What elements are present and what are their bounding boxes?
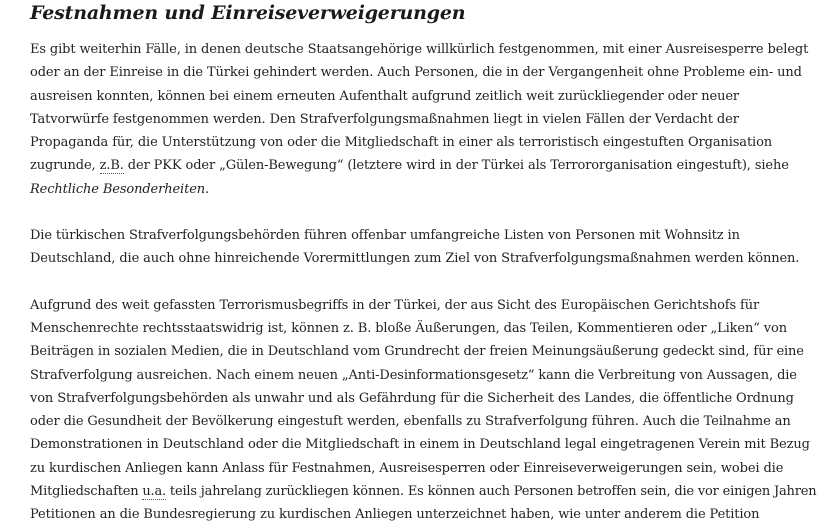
- paragraph-arrests: [30, 38, 818, 201]
- text-line: Petitionen an die Bundesregierung zu kurdischen Anliegen unterzeichnet haben, wie unter anderem die Petition: [30, 507, 760, 523]
- text-segment: teils jahrelang zurückliegen können. Es können auch Personen betroffen sein, die vor einigen Jahren: [165, 484, 817, 500]
- link-legal-specifics[interactable]: [30, 182, 205, 197]
- text-line: Menschenrechte rechtsstaatswidrig ist, können z. B. bloße Äußerungen, das Teilen, Kommentieren oder „Liken“ von: [30, 320, 787, 336]
- text-segment: zugrunde,: [30, 158, 100, 174]
- text-line: ausreisen konnten, können bei einem erneuten Aufenthalt aufgrund zeitlich weit zurückliegender oder neuer: [30, 88, 740, 104]
- text-line: [30, 178, 818, 201]
- section-heading: Festnahmen und Einreiseverweigerungen: [30, 2, 466, 24]
- abbreviation-zb[interactable]: z.B.: [99, 158, 124, 174]
- text-line: Demonstrationen in Deutschland oder die Mitgliedschaft in einem in Deutschland legal eingetragenen Verein mit Bezug: [30, 437, 810, 453]
- link-label: Rechtliche Besonderheiten: [30, 181, 206, 197]
- text-line: Deutschland, die auch ohne hinreichende Vorermittlungen zum Ziel von Strafverfolgungsmaßnahmen werden können.: [30, 251, 800, 267]
- text-line: oder die Gesundheit der Bevölkerung eingestuft werden, ebenfalls zu Strafverfolgung führen. Auch die Teilnahme an: [30, 414, 791, 430]
- text-line: zu kurdischen Anliegen kann Anlass für Festnahmen, Ausreisesperren oder Einreiseverweigerungen sein, wobei die: [30, 460, 784, 476]
- text-line: [30, 154, 818, 177]
- text-line: Aufgrund des weit gefassten Terrorismusbegriffs in der Türkei, der aus Sicht des Europäischen Gerichtshofs für: [30, 297, 760, 313]
- text-segment: .: [205, 181, 210, 197]
- abbreviation-ua[interactable]: u.a.: [142, 484, 166, 500]
- text-line: Tatvorwürfe festgenommen werden. Den Strafverfolgungsmaßnahmen liegt in vielen Fällen der Verdacht der: [30, 111, 739, 127]
- text-segment: Mitgliedschaften: [30, 484, 143, 500]
- text-line: Strafverfolgung ausreichen. Nach einem neuen „Anti-Desinformationsgesetz“ kann die Verbreitung von Aussagen, die: [30, 367, 797, 383]
- text-line: von Strafverfolgungsbehörden als unwahr und als Gefährdung für die Sicherheit des Landes, die öffentliche Ordnung: [30, 390, 794, 406]
- text-line: [30, 480, 818, 503]
- text-line: Beiträgen in sozialen Medien, die in Deutschland vom Grundrecht der freien Meinungsäußerung gedeckt sind, für eine: [30, 344, 804, 360]
- text-line: Es gibt weiterhin Fälle, in denen deutsche Staatsangehörige willkürlich festgenommen, mit einer Ausreisesperre belegt: [30, 42, 809, 57]
- text-line: oder an der Einreise in die Türkei gehindert werden. Auch Personen, die in der Vergangenheit ohne Probleme ein- und: [30, 65, 802, 81]
- text-line: Die türkischen Strafverfolgungsbehörden führen offenbar umfangreiche Listen von Personen mit Wohnsitz in: [30, 228, 740, 244]
- paragraph-terrorism-definition: [30, 294, 818, 527]
- text-segment: der PKK oder „Gülen-Bewegung“ (letztere wird in der Türkei als Terrororganisation eingestuft), siehe: [123, 158, 789, 174]
- article-content: [30, 0, 818, 527]
- text-line: Propaganda für, die Unterstützung von oder die Mitgliedschaft in einer als terroristisch eingestuften Organisation: [30, 135, 773, 151]
- paragraph-lists: [30, 224, 818, 271]
